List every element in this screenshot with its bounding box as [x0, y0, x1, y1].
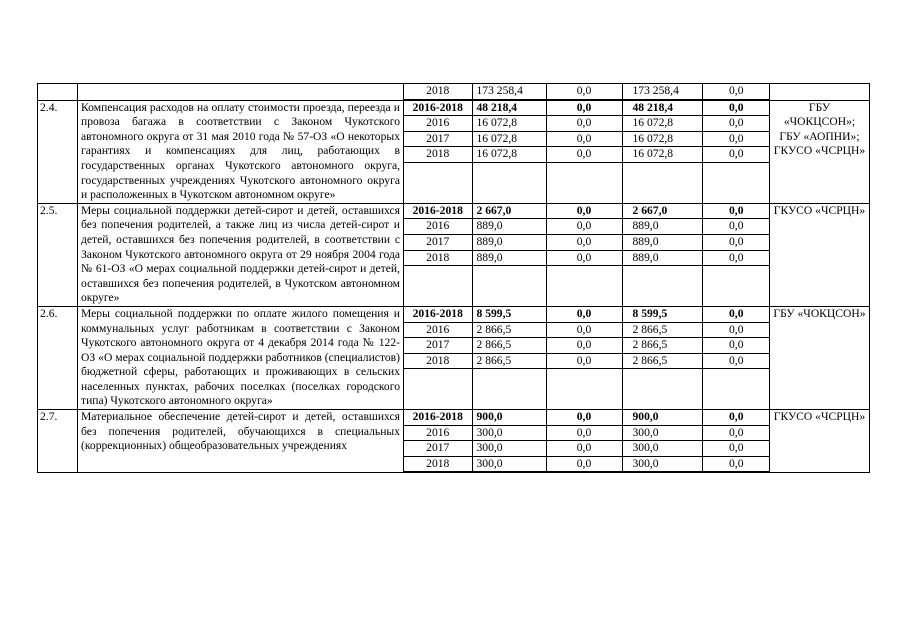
regional-cell: 2 866,5 — [622, 338, 702, 354]
regional-cell: 300,0 — [622, 441, 702, 457]
amount-row — [404, 84, 770, 99]
total-cell: 300,0 — [472, 441, 546, 457]
responsible-cell — [770, 84, 870, 101]
responsible-cell — [770, 203, 870, 306]
regional-cell: 300,0 — [622, 425, 702, 441]
row-description: Меры социальной поддержки детей-сирот и детей, оставшихся без попечения родителей, а также лиц из числа детей-сирот и детей, оставшихся без попечения родителей, в соответствии с Законом Чукотского автономного округа от 29 ноября 2004 года № 61-ОЗ «О мерах социальной поддержки детей-сирот и детей, оставшихся без попечения родителей, в Чукотском автономном округе» — [81, 203, 400, 305]
regional-cell: 889,0 — [622, 250, 702, 266]
regional-cell: 16 072,8 — [622, 131, 702, 147]
total-cell: 300,0 — [472, 456, 546, 472]
responsible-org: ГБУ «ЧОКЦСОН»; — [783, 100, 856, 129]
row-description: Компенсация расходов на оплату стоимости проезда, переезда и провоза багажа в соответствии с Законом Чукотского автономного округа от 31 мая 2010 года № 57-ОЗ «О некоторых гарантиях и компенсациях для лиц, работающих в государственных органах Чукотского автономного округа, государственных учреждениях Чукотского автономного округа и расположенных в Чукотском автономном округе» — [81, 100, 400, 202]
local-cell: 0,0 — [702, 322, 770, 338]
local-cell: 0,0 — [702, 147, 770, 163]
year-cell: 2018 — [404, 84, 472, 99]
year-cell: 2016 — [404, 219, 472, 235]
year-cell: 2018 — [404, 147, 472, 163]
responsible-cell — [770, 410, 870, 473]
responsible-cell — [770, 306, 870, 409]
total-cell: 889,0 — [472, 219, 546, 235]
local-cell: 0,0 — [702, 307, 770, 322]
local-cell: 0,0 — [702, 116, 770, 132]
filler-row — [404, 266, 770, 306]
filler-cell — [702, 472, 770, 473]
regional-cell: 16 072,8 — [622, 147, 702, 163]
row-number-cell — [38, 84, 78, 101]
filler-cell — [472, 266, 546, 306]
table-row — [38, 306, 870, 409]
responsible-org: ГБУ «ЧОКЦСОН» — [773, 306, 866, 320]
total-cell: 889,0 — [472, 250, 546, 266]
federal-cell: 0,0 — [546, 410, 622, 425]
amounts-table — [404, 101, 770, 203]
amount-row — [404, 441, 770, 457]
total-cell: 2 866,5 — [472, 322, 546, 338]
local-cell: 0,0 — [702, 219, 770, 235]
description-cell — [78, 100, 404, 203]
regional-cell: 48 218,4 — [622, 101, 702, 116]
filler-cell — [472, 162, 546, 202]
year-cell: 2017 — [404, 234, 472, 250]
amounts-table — [404, 410, 770, 472]
federal-cell: 0,0 — [546, 204, 622, 219]
local-cell: 0,0 — [702, 456, 770, 472]
year-cell: 2016-2018 — [404, 101, 472, 116]
amount-row — [404, 234, 770, 250]
federal-cell: 0,0 — [546, 322, 622, 338]
regional-cell: 2 866,5 — [622, 322, 702, 338]
amounts-cell — [404, 84, 770, 101]
total-cell: 300,0 — [472, 425, 546, 441]
filler-cell — [546, 266, 622, 306]
regional-cell: 16 072,8 — [622, 116, 702, 132]
year-cell: 2018 — [404, 456, 472, 472]
federal-cell: 0,0 — [546, 338, 622, 354]
filler-cell — [702, 266, 770, 306]
filler-cell — [404, 369, 472, 409]
regional-cell: 2 866,5 — [622, 353, 702, 369]
regional-cell: 900,0 — [622, 410, 702, 425]
description-cell — [78, 306, 404, 409]
row-number: 2.7. — [38, 410, 78, 473]
responsible-cell — [770, 100, 870, 203]
regional-cell: 889,0 — [622, 234, 702, 250]
year-cell: 2017 — [404, 441, 472, 457]
filler-cell — [404, 266, 472, 306]
table-row — [38, 203, 870, 306]
regional-cell: 300,0 — [622, 456, 702, 472]
local-cell: 0,0 — [702, 234, 770, 250]
filler-cell — [546, 369, 622, 409]
total-cell: 2 667,0 — [472, 204, 546, 219]
year-cell: 2016-2018 — [404, 410, 472, 425]
year-cell: 2017 — [404, 131, 472, 147]
federal-cell: 0,0 — [546, 353, 622, 369]
amount-row — [404, 204, 770, 219]
table-row — [38, 410, 870, 473]
filler-cell — [472, 369, 546, 409]
description-cell — [78, 410, 404, 473]
local-cell: 0,0 — [702, 84, 770, 99]
total-cell: 48 218,4 — [472, 101, 546, 116]
total-cell: 16 072,8 — [472, 116, 546, 132]
regional-cell: 889,0 — [622, 219, 702, 235]
filler-cell — [546, 472, 622, 473]
local-cell: 0,0 — [702, 338, 770, 354]
filler-cell — [622, 266, 702, 306]
total-cell: 900,0 — [472, 410, 546, 425]
federal-cell: 0,0 — [546, 147, 622, 163]
filler-cell — [702, 369, 770, 409]
filler-row — [404, 369, 770, 409]
year-cell: 2016 — [404, 116, 472, 132]
regional-cell: 173 258,4 — [622, 84, 702, 99]
total-cell: 889,0 — [472, 234, 546, 250]
federal-cell: 0,0 — [546, 116, 622, 132]
amount-row — [404, 116, 770, 132]
filler-cell — [622, 162, 702, 202]
regional-cell: 2 667,0 — [622, 204, 702, 219]
amounts-cell — [404, 100, 770, 203]
amounts-table — [404, 307, 770, 409]
federal-cell: 0,0 — [546, 456, 622, 472]
federal-cell: 0,0 — [546, 101, 622, 116]
responsible-org: ГКУСО «ЧСРЦН» — [773, 203, 866, 217]
federal-cell: 0,0 — [546, 234, 622, 250]
filler-cell — [404, 472, 472, 473]
description-cell — [78, 84, 404, 101]
filler-cell — [404, 162, 472, 202]
filler-cell — [546, 162, 622, 202]
amount-row — [404, 425, 770, 441]
federal-cell: 0,0 — [546, 84, 622, 99]
local-cell: 0,0 — [702, 425, 770, 441]
year-cell: 2016-2018 — [404, 307, 472, 322]
total-cell: 2 866,5 — [472, 338, 546, 354]
responsible-org: ГБУ «АОПНИ»; — [779, 129, 860, 143]
row-number: 2.6. — [38, 306, 78, 409]
row-description: Материальное обеспечение детей-сирот и детей, оставшихся без попечения родителей, обучающихся в специальных (коррекционных) общеобразовательных учреждениях — [81, 410, 400, 453]
year-cell: 2016 — [404, 322, 472, 338]
amounts-cell — [404, 306, 770, 409]
local-cell: 0,0 — [702, 410, 770, 425]
responsible-org: ГКУСО «ЧСРЦН» — [773, 410, 866, 424]
amounts-cell — [404, 410, 770, 473]
row-number: 2.5. — [38, 203, 78, 306]
regional-cell: 8 599,5 — [622, 307, 702, 322]
amount-row — [404, 219, 770, 235]
amount-row — [404, 338, 770, 354]
local-cell: 0,0 — [702, 353, 770, 369]
row-description: Меры социальной поддержки по оплате жилого помещения и коммунальных услуг работникам в соответствии с Законом Чукотского автономного округа от 4 декабря 2014 года № 122-ОЗ «О мерах социальной поддержки работников (специалистов) бюджетной сферы, работающих и проживающих в сельских населенных пунктах, рабочих поселках (поселках городского типа) Чукотского автономного округа» — [81, 306, 400, 408]
amount-row — [404, 410, 770, 425]
amount-row — [404, 322, 770, 338]
total-cell: 2 866,5 — [472, 353, 546, 369]
amount-row — [404, 353, 770, 369]
total-cell: 16 072,8 — [472, 131, 546, 147]
filler-cell — [702, 162, 770, 202]
year-cell: 2018 — [404, 250, 472, 266]
local-cell: 0,0 — [702, 131, 770, 147]
amount-row — [404, 101, 770, 116]
row-number: 2.4. — [38, 100, 78, 203]
total-cell: 173 258,4 — [472, 84, 546, 99]
year-cell: 2016-2018 — [404, 204, 472, 219]
amount-row — [404, 250, 770, 266]
local-cell: 0,0 — [702, 250, 770, 266]
budget-table-page — [37, 83, 869, 473]
total-cell: 16 072,8 — [472, 147, 546, 163]
filler-row — [404, 162, 770, 202]
federal-cell: 0,0 — [546, 307, 622, 322]
federal-cell: 0,0 — [546, 131, 622, 147]
amounts-table — [404, 204, 770, 306]
total-cell: 8 599,5 — [472, 307, 546, 322]
amount-row — [404, 307, 770, 322]
federal-cell: 0,0 — [546, 219, 622, 235]
federal-cell: 0,0 — [546, 425, 622, 441]
local-cell: 0,0 — [702, 441, 770, 457]
amounts-table — [404, 84, 770, 100]
description-cell — [78, 203, 404, 306]
filler-cell — [622, 369, 702, 409]
amounts-cell — [404, 203, 770, 306]
table-row-carryover — [38, 84, 870, 101]
filler-row — [404, 472, 770, 473]
amount-row — [404, 456, 770, 472]
filler-cell — [472, 472, 546, 473]
amount-row — [404, 131, 770, 147]
local-cell: 0,0 — [702, 204, 770, 219]
year-cell: 2016 — [404, 425, 472, 441]
federal-cell: 0,0 — [546, 250, 622, 266]
year-cell: 2018 — [404, 353, 472, 369]
table-row — [38, 100, 870, 203]
year-cell: 2017 — [404, 338, 472, 354]
budget-table — [37, 83, 870, 473]
local-cell: 0,0 — [702, 101, 770, 116]
responsible-org: ГКУСО «ЧСРЦН» — [773, 144, 866, 158]
federal-cell: 0,0 — [546, 441, 622, 457]
filler-cell — [622, 472, 702, 473]
amount-row — [404, 147, 770, 163]
